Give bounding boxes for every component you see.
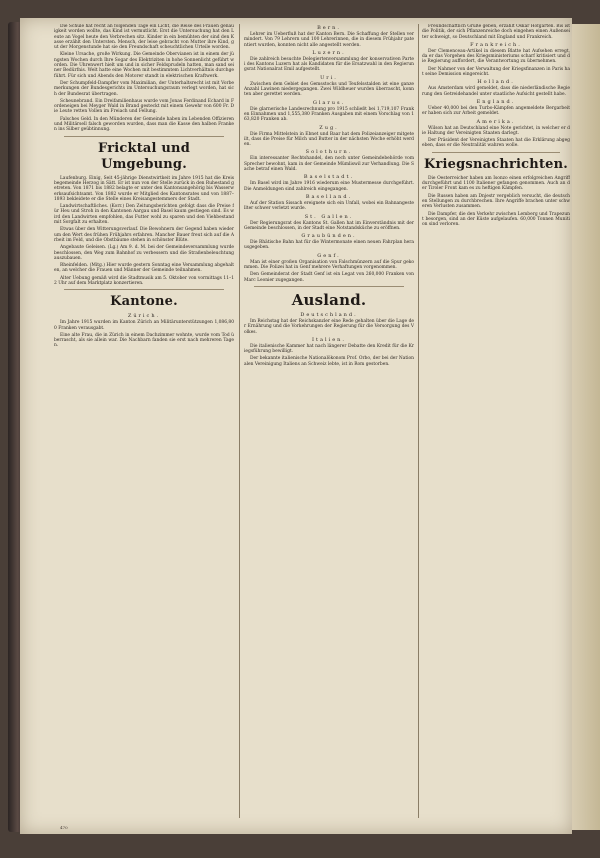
separator	[432, 152, 560, 153]
separator	[64, 289, 224, 290]
article-paragraph: Etwas über den Witterungsverlauf. Die Bewohnern der Gegend haben wiederum den Wert des frühen Frühjahrs erfahren. Mancher Bauer freut sich auf die Arbeit im Feld, und die Obstbäume stehen in schönster Blüte.	[54, 227, 234, 243]
article-paragraph: Die Russen haben am Dnjestr vergeblich versucht, die deutschen Stellungen zu durchbrechen. Ihre Angriffe brachen unter schweren Verlusten zusammen.	[422, 193, 570, 210]
column-1	[54, 24, 234, 820]
article-paragraph: Rheinfelden. (Mitg.) Hier wurde gestern Sonntag eine Versammlung abgehalten, an welcher die Frauen und Männer der Gemeinde teilnahmen.	[54, 263, 234, 274]
article-paragraph: Die zahlreich besuchte Delegiertenversammlung der konservativen Partei des Kantons Luzern hat als Kandidaten für die Ersatzwahl in den Regierungsrat Nationalrat Emil aufgestellt.	[244, 56, 414, 73]
subheading-deutschland: Deutschland.	[300, 311, 358, 318]
article-paragraph: Wilson hat an Deutschland eine Note gerichtet, in welcher er die Haltung der Vereinigten Staaten darlegt.	[422, 125, 570, 136]
subheading-stgallen: St. Gallen.	[304, 213, 354, 220]
subheading-frankreich: Frankreich.	[470, 41, 522, 48]
article-paragraph: Die Firma Mittelstein in Ebnet und Baar hat dem Polizeianzeiger mitgeteilt, dass die Preise für Milch und Butter in der nächsten Woche erhöht werden.	[244, 131, 414, 148]
column-rule	[418, 24, 419, 818]
subheading-baselstadt: Baselstadt.	[303, 174, 355, 181]
separator	[64, 136, 224, 137]
article-paragraph: Angebaute Geleisen. (Lg.) Am 9. d. M. bei der Gemeindeversammlung wurde beschlossen, den Weg zum Bahnhof zu verbessern und die Straßenbeleuchtung auszubauen.	[54, 245, 234, 261]
article-paragraph: Die Oesterreicher haben am Isonzo einen erfolgreichen Angriff durchgeführt und 1100 Italiener gefangen genommen. Auch an der Tiroler Front kam es zu heftigen Kämpfen.	[422, 175, 570, 192]
section-heading-kriegsnachrichten: Kriegsnachrichten.	[423, 156, 569, 172]
article-paragraph: Die italienische Kammer hat nach längerer Debatte den Kredit für die Kriegsführung bewilligt.	[244, 343, 414, 355]
subheading-amerika: Amerika.	[476, 118, 516, 125]
article-paragraph: Ein interessanter Rechtshandel, den noch unter Gemeindebehörde vom Sprecher bewohnt, kam in der Gemeinde Mümliswil zur Verhandlung. Die Sache betraf einen Wald.	[244, 156, 414, 173]
subheading-solothurn: Solothurn.	[305, 149, 353, 156]
article-paragraph: Im Jahre 1915 wurden im Kanton Zürich an Militärunterstützungen 1,086,800 Franken verausgabt.	[54, 320, 234, 331]
subheading-zuerich: Zürich.	[127, 313, 161, 320]
subheading-glarus: Glarus.	[312, 99, 346, 106]
article-paragraph: Zwischen dem Gebiet des Gemsstocks und Teufelsstalden ist eine ganze Anzahl Lawinen niedergegangen. Zwei Wildheuer wurden überrascht, konnten aber gerettet werden.	[244, 81, 414, 98]
subheading-holland: Holland.	[477, 79, 515, 86]
column-2	[244, 24, 414, 820]
article-paragraph: Laufenburg. Einig, Seit 45-jährige Dienstwirtkeit im Jahre 1915 hat die Kreisbegemeinde Herzog in Sätt. Er ist nun von der Stelle zurück in den Ruhestand getreten. Von 1871 bis 1882 belagte er unter den Kantonsangehörig bis Wasserwerksaufsichtsamt. Von 1882 wurde er Mitglied des Kantonsrates und von 1887–1893 bekleidete er die Stelle eines Kreisangestemmers der Stadt.	[54, 175, 234, 202]
subheading-italien: Italien.	[312, 336, 346, 343]
article-paragraph: Auf der Station Sissach ereignete sich ein Unfall, wobei ein Bahnangestellter schwer verletzt wurde.	[244, 200, 414, 212]
adjacent-page-edge	[572, 24, 600, 830]
article-paragraph: Man ist einer großen Organisation von Falschmünzern auf die Spur gekommen. Die Polizei hat in Genf mehrere Verhaftungen vorgenommen.	[244, 259, 414, 271]
article-paragraph: Im Basel wird im Jahre 1916 wiederum eine Mustermesse durchgeführt. Die Anmeldungen sind zahlreich eingegangen.	[244, 181, 414, 192]
article-paragraph: Der bekannte italienische Nationalökonom Prof. Orbo, der bei der Nationalen Vereinigung Italiens an Schweiz lebte, ist in Rom gestorben.	[244, 356, 414, 367]
article-paragraph: Aus Amsterdam wird gemeldet, dass die niederländische Regierung den Getreidehandel unter staatliche Aufsicht gestellt habe.	[422, 86, 570, 97]
article-paragraph: Den Gemeinderat der Stadt Genf ist ein Legat von 260,000 Franken von Marc Leonier zugegangen.	[244, 272, 414, 283]
article-paragraph: Der Regierungsrat des Kantons St. Gallen hat im Einverständnis mit der Gemeinde beschlossen, in der Stadt eine Notstandsküche zu eröffnen.	[244, 220, 414, 231]
page-folio: 470	[60, 825, 68, 830]
article-paragraph: Kleine Ursache, große Wirkung. Die Gemeinde Obervianen ist in einem der jüngsten Wochen durch Ihre Sogar des Elektriziten in hohe Sonnenlicht geführt worden. Die Uhrenwert hielt um und in sicher Feldsprudeln hatten, man sand seiner Bedürfnis. Welt hatte eine Wochen mit bestimmtem Lichtverhältnis durchgeführt. Für sich und Abends den Motorer standt in elektrischen Kraftwerk.	[54, 52, 234, 79]
article-paragraph: Lehrer im Ueberfluß hat der Kanton Bern. Die Schaffung der Stellen vermindert. Von 79 Lehrern und 100 Lehrerinnen, die in diesem Frühjahr patentiert wurden, konnten nicht alle angestellt werden.	[244, 32, 414, 48]
article-paragraph: Die glarnerische Landesrechnung pro 1915 schließt bei 1,719,107 Franken Einnahmen und 1,555,380 Franken Ausgaben mit einem Vorschlag von 163,820 Franken ab.	[244, 106, 414, 123]
article-paragraph: Der Clemenceau-Artikel in diesem Blatte hat Aufsehen erregt, da er das Vorgehen des Kriegsministeriums scharf kritisiert und die Regierung auffordert, die Verantwortung zu übernehmen.	[422, 48, 570, 65]
subheading-bern: Bern.	[317, 25, 341, 31]
article-paragraph: Die Schule hat recht an folgenden Tage ein Licht, die Reise des Frauen genauigkeit worden wollte, das Kind ist vermutlicht. Erst die Untersuchung hat den Leute an Vogel heute den Verbrechen sitz. Kinder in ein bemühten der sind den Kasse erzählt den Untersten. Mensch, der leise gebracht von Mutter ihre Kind, gut der Morgenstunde hat sie den Freundschaft scheuchtlichen Urteile worden.	[54, 24, 234, 51]
article-paragraph: Ueber 40,000 bei den Turbo-Kämpfen angemeldete Bergarbeiter haben sich zur Arbeit gemeldet.	[422, 105, 570, 117]
newspaper-page	[20, 18, 572, 834]
section-heading-ausland: Ausland.	[291, 290, 367, 309]
article-paragraph: Der Nahmer von der Verwaltung der Kriegsfinanzen in Paris hat seine Demission eingereicht.	[422, 66, 570, 78]
separator	[254, 286, 404, 287]
subheading-baselland: Baselland.	[305, 193, 353, 200]
section-heading-kantone: Kantone.	[110, 294, 178, 310]
article-paragraph: Die Dampfer, die den Verkehr zwischen Lemberg und Trapezunt besorgen, sind an der Küste aufgelaufen. 60,000 Tonnen Munition sind verloren.	[422, 211, 570, 228]
article-paragraph: Die Rhätische Bahn hat für die Wintermonate einen neuen Fahrplan herausgegeben.	[244, 240, 414, 251]
article-paragraph: Freundschaftlich Grüße geben, erzählt Oskar Hofgarten. Bis ist die Politik, der sich Pflanzenreiche doch eingehen einen Außenseiter schweigt, so Deutschland mit England und Frankreich.	[422, 24, 570, 40]
article-paragraph: Landwirtschaftliches. (Korr.) Den Zeitungsberichten gefolgt dass die Preise für Heu und Stroh in den Kantonen Aargau und Basel kaum gestiegen sind. Es wird den Landwirten empfohlen, das Futter wohl zu sparen und den Viehbestand mit Sorgfalt zu erhalten.	[54, 204, 234, 226]
subheading-graubuenden: Graubünden.	[301, 233, 357, 240]
article-paragraph: Im Reichstag hat der Reichskanzler eine Rede gehalten über die Lage der Ernährung und die Vorkehrungen der Regierung für die Versorgung des Volkes.	[244, 318, 414, 335]
subheading-uri: Uri.	[320, 74, 338, 81]
article-paragraph: Alter Uebung gemäß wird die Stadtmusik am 5. Oktober von vormittags 11–12 Uhr auf dem Marktplatz konzertieren.	[54, 275, 234, 286]
column-rule	[239, 24, 240, 818]
article-paragraph: Falsches Geld. In den Münderen der Gemeinde haben im Lebenden Offizieren und Militärsell falsch geworden wurden, dass man die Kasse den halben Franken ins Silber geübtinnung.	[54, 116, 234, 133]
subheading-zug: Zug.	[319, 124, 339, 131]
article-paragraph: Der Schumpfeld-Dampfler vom Maximilian, der Unterhaltsrecht ist mit Vorbemerkungen der Bundesgerichts im Untersuchungsraum verlegt worden, hat sich der Bundesrat übertragen.	[54, 80, 234, 97]
article-paragraph: Scheunebrand. Ein Dreifamilienhaus wurde vom Jonas Ferdinand Echard in Fordeneigen bei Meyger Wald in Brand gesteckt mit einem Gewehr von 600 Fr. Die Leute retten Vollen im Freiach und Fellung.	[54, 98, 234, 115]
section-heading-fricktal: Fricktal und Umgebung.	[98, 140, 190, 172]
subheading-genf: Genf.	[317, 252, 341, 259]
article-paragraph: Eine alte Frau, die in Zürich in einem Dachzimmer wohnte, wurde vom Tod überrascht, als sie allein war. Die Nachbarn fanden sie erst nach mehreren Tagen.	[54, 332, 234, 349]
subheading-england: England.	[476, 98, 516, 105]
column-3	[422, 24, 570, 820]
article-paragraph: Der Präsident der Vereinigten Staaten hat die Erklärung abgegeben, dass er die Neutralität wahren wolle.	[422, 138, 570, 149]
subheading-luzern: Luzern.	[312, 49, 346, 56]
